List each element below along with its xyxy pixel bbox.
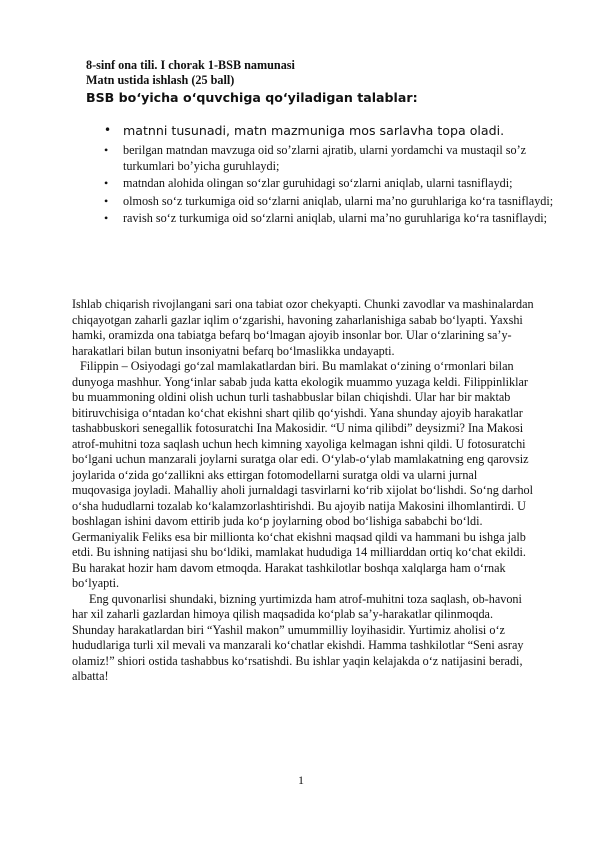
reading-text <box>72 297 534 685</box>
requirements-list <box>98 122 558 229</box>
list-item-text: matndan alohida olingan so‘zlar guruhidagi so‘zlarni aniqlab, ularni tasniflaydi; <box>123 176 513 191</box>
list-item-text: berilgan matndan mavzuga oid so’zlarni ajratib, ularni yordamchi va mustaqil so’z turkumlari bo’yicha guruhlaydi; <box>123 143 527 173</box>
list-item <box>98 143 558 174</box>
paragraph: Eng quvonarlisi shundaki, bizning yurtimizda ham atrof-muhitni toza saqlash, ob-havoni har xil zaharli gazlardan himoya qilish maqsadida ko‘plab sa’y-harakatlar qilinmoqda. Shunday harakatlardan biri “Yashil makon” umummilliy loyihasidir. Yurtimiz aholisi o‘z hududlariga turli xil mevali va manzarali ko‘chatlar ekishdi. Hamma tashkilotlar “Seni asray olamiz!” shiori ostida tashabbus ko‘rsatishdi. Bu ishlar yaqin kelajakda o‘z natijasini beradi, albatta! <box>72 591 524 683</box>
bullet-icon: • <box>104 193 109 208</box>
list-item <box>98 211 558 227</box>
list-item <box>98 194 558 210</box>
list-item-text: ravish so‘z turkumiga oid so‘zlarni aniqlab, ularni ma’no guruhlariga ko‘ra tasniflaydi; <box>123 211 548 226</box>
requirements-heading: BSB bo‘yicha o‘quvchiga qo‘yiladigan talablar: <box>86 90 418 105</box>
header-title: 8-sinf ona tili. I chorak 1-BSB namunasi <box>86 58 295 72</box>
document-header <box>86 58 546 106</box>
header-subtitle: Matn ustida ishlash (25 ball) <box>86 73 235 87</box>
paragraph: Filippin – Osiyodagi go‘zal mamlakatlardan biri. Bu mamlakat o‘zining o‘rmonlari bilan dunyoga mashhur. Yong‘inlar sabab juda katta ekologik muammo yuzaga keldi. Filippinliklar bu muammoning oldini olish uchun turli tashabbuslar bilan chiqishdi. Ular har bir maktab bitiruvchisiga o‘ntadan ko‘chat ekishni shart qilib qo‘yishdi. Yana shunday ajoyib harakatlar tashabbuskori senegallik fotosuratchi Ina Makosidir. “U nima qilibdi” deysizmi? Ina Makosi atrof-muhitni toza saqlash uchun hech kimning xayoliga kelmagan ishni qildi. U fotosuratchi bo‘lgani uchun manzarali joylarni suratga olar edi. O‘ylab-o‘ylab mamlakatning eng qarovsiz joylarida o‘zida go‘zallikni aks ettirgan fotomodellarni suratga oldi va ularni jurnal muqovasiga joyladi. Mahalliy aholi jurnaldagi tasvirlarni ko‘rib xijolat bo‘lishdi. So‘ng darhol o‘sha hududlarni tozalab ko‘kalamzorlashtirishdi. Bu ajoyib natija Makosini ilhomlantirdi. U boshlagan ishini davom ettirib juda ko‘p joylarning obod bo‘lishiga sababchi bo‘ldi. Germaniyalik Feliks esa bir millionta ko‘chat ekishni maqsad qildi va hammani bu ishga jalb etdi. Bu ishning natijasi shu bo‘ldiki, mamlakat hududiga 14 milliarddan ortiq ko‘chat ekildi. Bu harakat hozir ham davom etmoqda. Harakat tashkilotlar boshqa xalqlarga ham o‘rnak bo‘lyapti. <box>72 359 534 590</box>
bullet-icon: • <box>104 176 109 191</box>
paragraph: Ishlab chiqarish rivojlangani sari ona tabiat ozor chekyapti. Chunki zavodlar va mashinalardan chiqayotgan zaharli gazlar iqlim o‘zgarishi, havoning zaharlanishiga sabab bo‘lyapti. Yaxshi hamki, oramizda ona tabiatga befarq bo‘lmagan ajoyib insonlar bor. Ular o‘zlarining sa’y-harakatlari bilan butun insoniyatni befarq bo‘lmaslikka undayapti. <box>72 297 534 358</box>
list-item <box>98 176 558 192</box>
bullet-icon: • <box>104 123 112 137</box>
list-item <box>98 122 558 139</box>
bullet-icon: • <box>104 211 109 226</box>
list-item-text: olmosh so‘z turkumiga oid so‘zlarni aniqlab, ularni ma’no guruhlariga ko‘ra tasniflaydi; <box>123 193 554 208</box>
list-item-text: matnni tusunadi, matn mazmuniga mos sarlavha topa oladi. <box>123 123 505 138</box>
page-number: 1 <box>298 773 304 787</box>
bullet-icon: • <box>104 143 109 157</box>
